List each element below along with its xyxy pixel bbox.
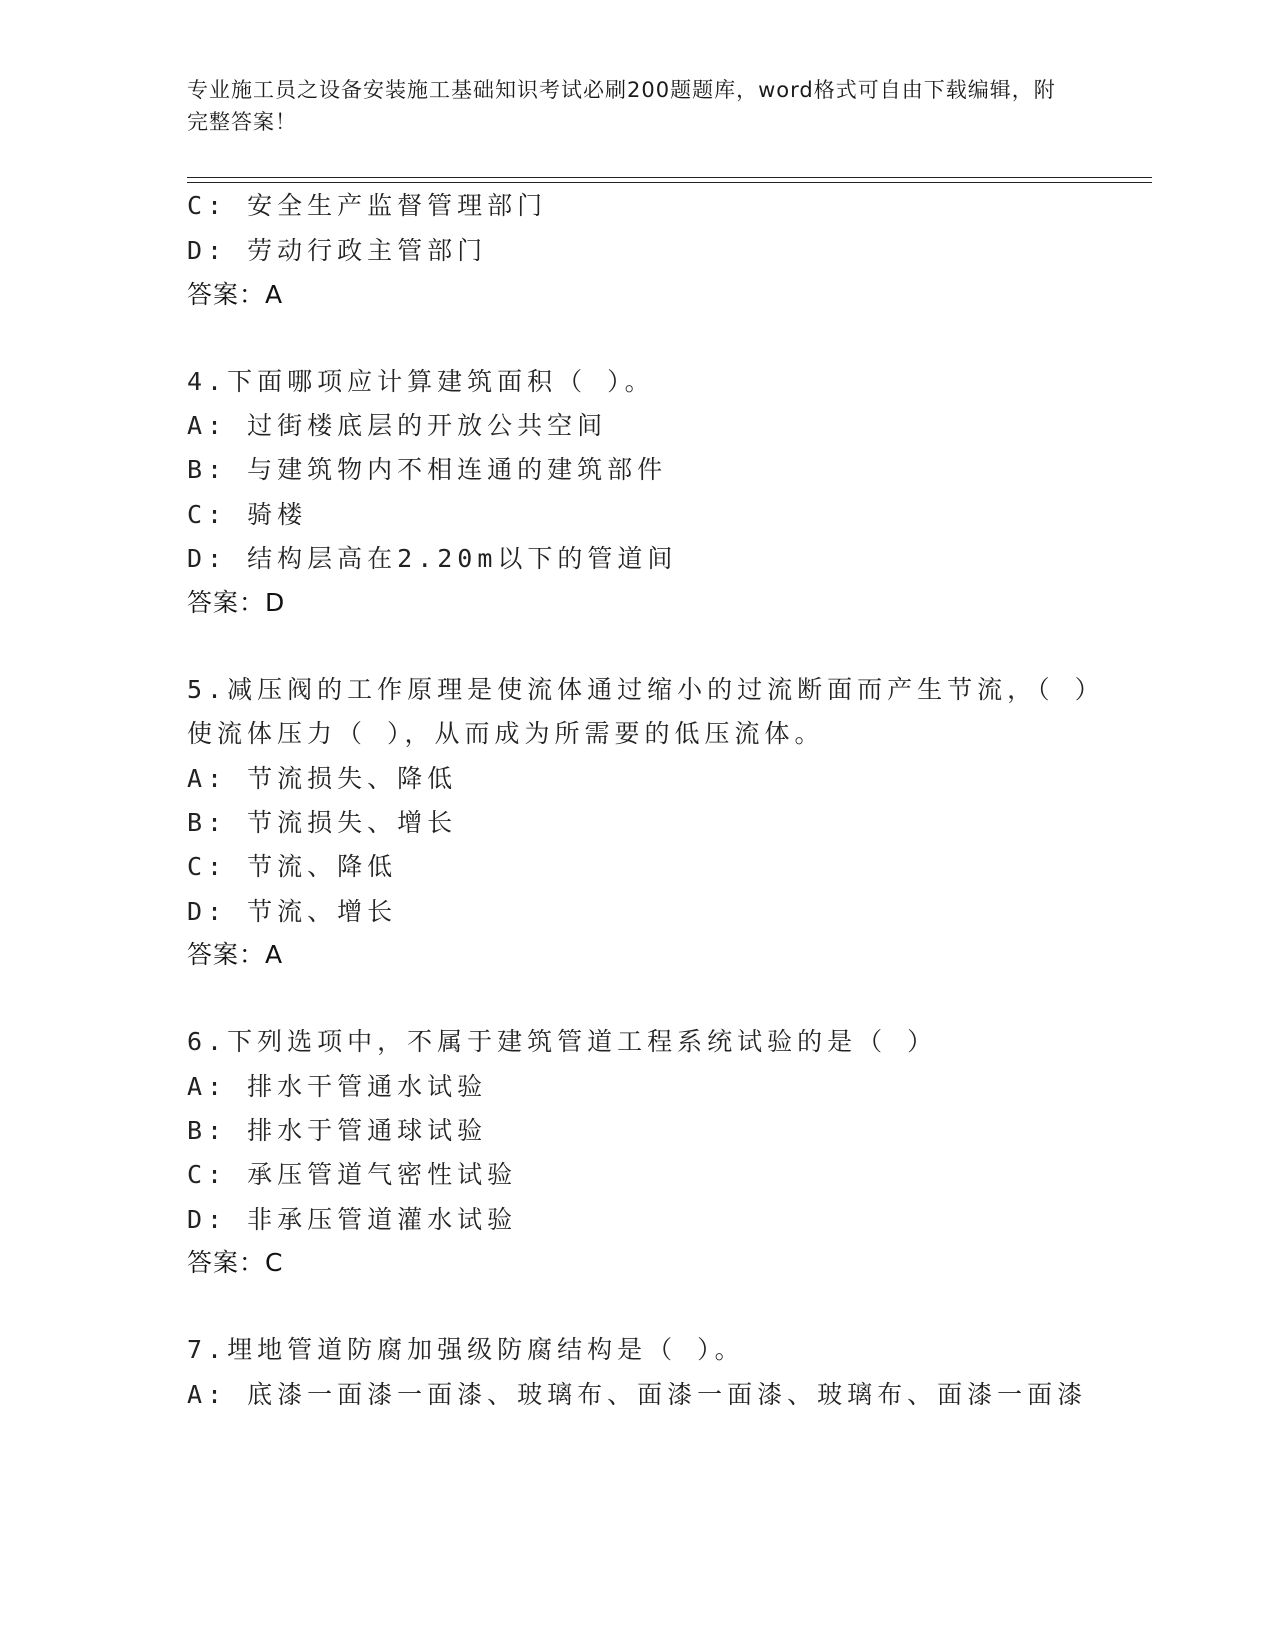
option-a: A: 底漆一面漆一面漆、玻璃布、面漆一面漆、玻璃布、面漆一面漆 (187, 1380, 1088, 1409)
question-stem: 6.下列选项中，不属于建筑管道工程系统试验的是（ ） (187, 1027, 938, 1056)
option-a: A: 节流损失、降低 (187, 764, 458, 793)
answer-line: 答案：A (187, 940, 284, 969)
option-c: C: 承压管道气密性试验 (187, 1160, 518, 1189)
document-header (187, 74, 1067, 138)
option-c: C: 骑楼 (187, 500, 308, 529)
option-d: D: 结构层高在2.20m以下的管道间 (187, 544, 678, 573)
option-c: C: 节流、降低 (187, 852, 398, 881)
option-d: D: 劳动行政主管部门 (187, 236, 488, 265)
question-stem-continued: 使流体压力（ ），从而成为所需要的低压流体。 (187, 719, 825, 748)
question-stem: 7.埋地管道防腐加强级防腐结构是（ ）。 (187, 1335, 745, 1364)
option-c: C: 安全生产监督管理部门 (187, 191, 548, 220)
option-b: B: 节流损失、增长 (187, 808, 458, 837)
option-b: B: 与建筑物内不相连通的建筑部件 (187, 455, 668, 484)
option-a: A: 排水干管通水试验 (187, 1072, 488, 1101)
option-b: B: 排水于管通球试验 (187, 1116, 488, 1145)
header-rule-bottom (187, 182, 1152, 183)
answer-line: 答案：C (187, 1248, 284, 1277)
option-d: D: 非承压管道灌水试验 (187, 1205, 518, 1234)
answer-line: 答案：D (187, 588, 286, 617)
question-stem: 4.下面哪项应计算建筑面积（ ）。 (187, 367, 655, 396)
header-title: 专业施工员之设备安装施工基础知识考试必刷200题题库，word格式可自由下载编辑，附完整答案！ (187, 78, 1056, 134)
question-stem: 5.减压阀的工作原理是使流体通过缩小的过流断面而产生节流，（ ） (187, 675, 1105, 704)
answer-line: 答案：A (187, 280, 284, 309)
option-d: D: 节流、增长 (187, 897, 398, 926)
option-a: A: 过街楼底层的开放公共空间 (187, 411, 608, 440)
header-rule-top (187, 177, 1152, 178)
